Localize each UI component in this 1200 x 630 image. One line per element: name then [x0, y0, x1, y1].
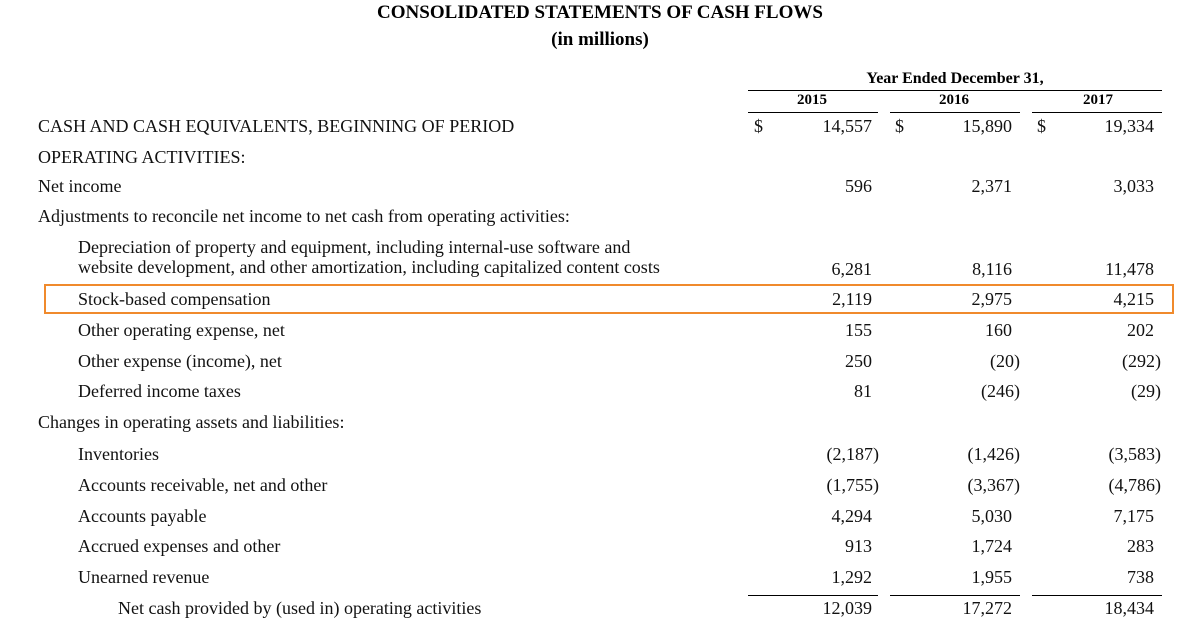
row-label: Accounts payable [78, 506, 207, 526]
table-row-net-income [0, 176, 1200, 204]
value-2017: (29) [1131, 381, 1161, 401]
value-2015: 250 [845, 351, 872, 371]
row-label: Net income [38, 176, 122, 196]
value-2017: (4,786) [1108, 475, 1161, 495]
value-2016: 5,030 [971, 506, 1012, 526]
value-2015: 4,294 [831, 506, 872, 526]
value-2016: 160 [985, 320, 1012, 340]
table-row-beginning-cash [0, 116, 1200, 144]
table-row-subheading [0, 412, 1200, 440]
value-2017: 19,334 [1104, 116, 1154, 136]
year-rule-2016 [890, 112, 1020, 113]
value-2016: 17,272 [962, 598, 1012, 618]
row-label-line2: website development, and other amortization, including capitalized content costs [78, 257, 660, 277]
row-label: Unearned revenue [78, 567, 210, 587]
table-row-section-heading [0, 147, 1200, 175]
value-2016: 15,890 [962, 116, 1012, 136]
table-row-stock-based-compensation [0, 289, 1200, 317]
year-header-2015: 2015 [797, 92, 827, 108]
row-label: Stock-based compensation [78, 289, 271, 309]
table-row-unearned-revenue [0, 567, 1200, 595]
value-2015: 913 [845, 536, 872, 556]
row-label: CASH AND CASH EQUIVALENTS, BEGINNING OF PERIOD [38, 116, 515, 136]
value-2016: 1,955 [971, 567, 1012, 587]
table-row-depreciation [0, 237, 1200, 281]
year-rule-2015 [748, 112, 878, 113]
row-label: Net cash provided by (used in) operating activities [118, 598, 482, 618]
year-header-2016: 2016 [939, 92, 969, 108]
table-row-subheading [0, 206, 1200, 234]
period-header-rule [748, 90, 1162, 91]
statement-subtitle: (in millions) [551, 29, 649, 50]
section-heading: OPERATING ACTIVITIES: [38, 147, 246, 167]
table-row-accrued-expenses [0, 536, 1200, 564]
value-2017: (292) [1122, 351, 1161, 371]
total-rule-2015 [748, 595, 878, 596]
value-2017: 4,215 [1113, 289, 1154, 309]
statement-title: CONSOLIDATED STATEMENTS OF CASH FLOWS [377, 2, 823, 23]
table-row-other-operating-expense [0, 320, 1200, 348]
table-row-deferred-income-taxes [0, 381, 1200, 409]
value-2016: 2,975 [971, 289, 1012, 309]
dollar-sign: $ [1037, 116, 1046, 136]
value-2017: 738 [1127, 567, 1154, 587]
value-2017: 283 [1127, 536, 1154, 556]
period-header: Year Ended December 31, [866, 70, 1044, 87]
value-2016: (3,367) [967, 475, 1020, 495]
table-row-accounts-payable [0, 506, 1200, 534]
value-2015: 2,119 [832, 289, 872, 309]
value-2015: (1,755) [826, 475, 879, 495]
row-label: Accounts receivable, net and other [78, 475, 328, 495]
value-2016: (1,426) [967, 444, 1020, 464]
value-2015: 155 [845, 320, 872, 340]
value-2016: (20) [990, 351, 1020, 371]
row-label: Deferred income taxes [78, 381, 241, 401]
dollar-sign: $ [754, 116, 763, 136]
row-label-line1: Depreciation of property and equipment, including internal-use software and [78, 237, 631, 257]
value-2015: 596 [845, 176, 872, 196]
value-2015: 1,292 [831, 567, 872, 587]
row-label: Inventories [78, 444, 159, 464]
value-2017: 7,175 [1113, 506, 1154, 526]
subheading: Changes in operating assets and liabilities: [38, 412, 345, 432]
value-2017: (3,583) [1108, 444, 1161, 464]
table-row-inventories [0, 444, 1200, 472]
value-2017: 3,033 [1113, 176, 1154, 196]
row-label: Other expense (income), net [78, 351, 282, 371]
row-label: Other operating expense, net [78, 320, 285, 340]
value-2017: 202 [1127, 320, 1154, 340]
table-row-net-cash-operating [0, 598, 1200, 626]
table-row-other-expense-income [0, 351, 1200, 379]
value-2016: 8,116 [972, 259, 1012, 279]
value-2016: 2,371 [971, 176, 1012, 196]
year-rule-2017 [1032, 112, 1162, 113]
year-header-2017: 2017 [1083, 92, 1113, 108]
value-2016: (246) [981, 381, 1020, 401]
total-rule-2016 [890, 595, 1020, 596]
value-2015: 81 [854, 381, 872, 401]
value-2015: (2,187) [826, 444, 879, 464]
value-2016: 1,724 [971, 536, 1012, 556]
subheading: Adjustments to reconcile net income to net cash from operating activities: [38, 206, 570, 226]
row-label: Accrued expenses and other [78, 536, 281, 556]
dollar-sign: $ [895, 116, 904, 136]
value-2017: 11,478 [1105, 259, 1154, 279]
value-2015: 12,039 [822, 598, 872, 618]
value-2015: 6,281 [831, 259, 872, 279]
value-2015: 14,557 [822, 116, 872, 136]
table-row-accounts-receivable [0, 475, 1200, 503]
value-2017: 18,434 [1104, 598, 1154, 618]
total-rule-2017 [1032, 595, 1162, 596]
